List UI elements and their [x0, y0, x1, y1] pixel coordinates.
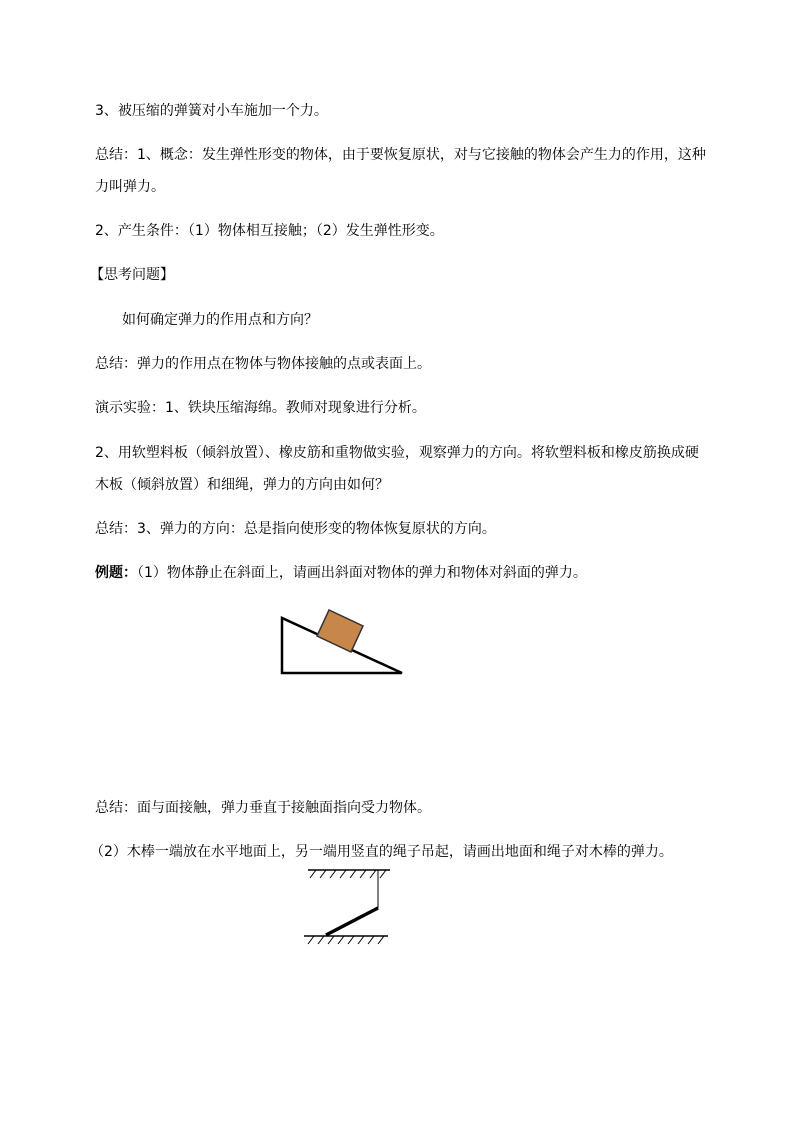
- example-line: [95, 563, 587, 583]
- example-2-line: （2）木棒一端放在水平地面上，另一端用竖直的绳子吊起，请画出地面和绳子对木棒的弹力。: [90, 844, 673, 860]
- experiment-line-2: 2、用软塑料板（倾斜放置）、橡皮筋和重物做实验，观察弹力的方向。将软塑料板和橡皮筋换成硬: [95, 445, 699, 461]
- rod-figure: [300, 864, 400, 949]
- summary-point-line: 总结：弹力的作用点在物体与物体接触的点或表面上。: [95, 356, 431, 372]
- question-line: 如何确定弹力的作用点和方向？: [122, 312, 318, 328]
- experiment-line-3: 木板（倾斜放置）和细绳，弹力的方向由如何？: [95, 477, 389, 493]
- example-text: （1）物体静止在斜面上，请画出斜面对物体的弹力和物体对斜面的弹力。: [137, 565, 587, 581]
- condition-line: 2、产生条件：（1）物体相互接触；（2）发生弹性形变。: [95, 223, 444, 239]
- example-label: 例题：: [95, 565, 137, 581]
- summary-concept-line-2: 力叫弹力。: [95, 179, 165, 195]
- text-line-1: 3、被压缩的弹簧对小车施加一个力。: [95, 103, 328, 119]
- think-question-heading: 【思考问题】: [90, 267, 174, 283]
- ground-hatch: [308, 936, 384, 944]
- summary-surface-line: 总结：面与面接触，弹力垂直于接触面指向受力物体。: [95, 800, 431, 816]
- summary-concept-line: 总结：1、概念：发生弹性形变的物体，由于要恢复原状，对与它接触的物体会产生力的作用，这种: [95, 147, 706, 163]
- incline-figure: [278, 606, 408, 676]
- rod: [326, 908, 378, 935]
- summary-direction-line: 总结：3、弹力的方向：总是指向使形变的物体恢复原状的方向。: [95, 521, 496, 537]
- demo-experiment-line: 演示实验：1、铁块压缩海绵。教师对现象进行分析。: [95, 400, 426, 416]
- ceiling-hatch: [310, 870, 386, 878]
